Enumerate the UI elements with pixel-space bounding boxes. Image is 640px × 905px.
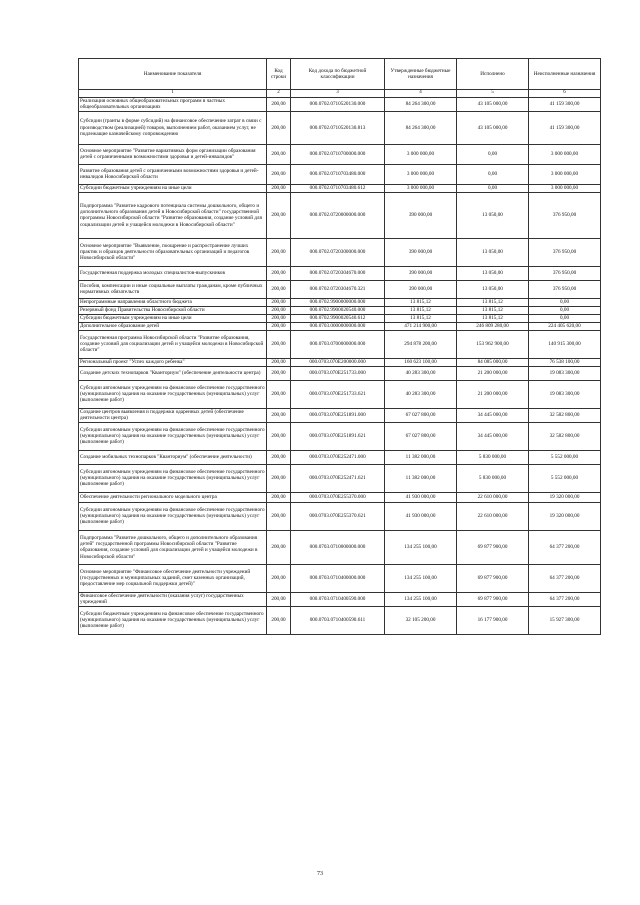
- page-number: 73: [317, 871, 323, 877]
- row-line-code-cell: 200,00: [267, 330, 291, 358]
- row-line-code-cell: 200,00: [267, 606, 291, 634]
- row-executed-cell: 13 050,00: [457, 238, 529, 266]
- row-name-cell: Реализация основных общеобразовательных программ в частных общеобразовательных организациях: [79, 98, 267, 112]
- row-line-code-cell: 200,00: [267, 366, 291, 380]
- row-name-cell: Создание центров выявления и поддержки одаренных детей (обеспечение деятельности центра): [79, 408, 267, 422]
- row-income-code-cell: 000.0702.0720304670.000: [291, 266, 385, 280]
- row-income-code-cell: 000.0703.070E251891.621: [291, 422, 385, 450]
- row-executed-cell: 34 445 000,00: [457, 408, 529, 422]
- row-line-code-cell: 200,00: [267, 322, 291, 330]
- row-unexecuted-cell: 19 083 300,00: [529, 366, 601, 380]
- table-row: [79, 144, 601, 164]
- table-body: [79, 98, 601, 635]
- row-unexecuted-cell: 3 000 000,00: [529, 184, 601, 192]
- row-approved-cell: 11 382 000,00: [385, 464, 457, 492]
- table-row: [79, 238, 601, 266]
- row-unexecuted-cell: 41 159 300,00: [529, 98, 601, 112]
- row-executed-cell: 5 830 000,00: [457, 450, 529, 464]
- row-line-code-cell: 200,00: [267, 164, 291, 184]
- row-income-code-cell: 000.0702.9900000000.000: [291, 298, 385, 306]
- table-row: [79, 380, 601, 408]
- row-unexecuted-cell: 224 405 620,00: [529, 322, 601, 330]
- row-unexecuted-cell: 376 950,00: [529, 280, 601, 298]
- row-income-code-cell: 000.0702.0710703480.612: [291, 184, 385, 192]
- row-name-cell: Непрограммные направления областного бюджета: [79, 298, 267, 306]
- row-income-code-cell: 000.0703.070E255370.621: [291, 502, 385, 530]
- header-executed: Исполнено: [457, 59, 529, 90]
- row-executed-cell: 84 085 000,00: [457, 358, 529, 366]
- row-approved-cell: 390 000,00: [385, 280, 457, 298]
- row-line-code-cell: 200,00: [267, 380, 291, 408]
- row-unexecuted-cell: 0,00: [529, 306, 601, 314]
- table-row: [79, 422, 601, 450]
- row-income-code-cell: 000.0702.9900020540.000: [291, 306, 385, 314]
- row-unexecuted-cell: 5 552 000,00: [529, 450, 601, 464]
- table-row: [79, 184, 601, 192]
- row-executed-cell: 34 445 000,00: [457, 422, 529, 450]
- row-line-code-cell: 200,00: [267, 184, 291, 192]
- row-executed-cell: 21 200 000,00: [457, 366, 529, 380]
- column-number: 5: [457, 90, 529, 98]
- header-line-code: Код строки: [267, 59, 291, 90]
- row-unexecuted-cell: 64 377 200,00: [529, 564, 601, 592]
- row-name-cell: Субсидии автономным учреждениям на финансовое обеспечение государственного (муниципального) задания на оказание государственных (муниципальных) услуг (выполнение работ): [79, 422, 267, 450]
- row-unexecuted-cell: 5 552 000,00: [529, 464, 601, 492]
- column-number: 1: [79, 90, 267, 98]
- row-income-code-cell: 000.0703.0700000000.000: [291, 330, 385, 358]
- row-line-code-cell: 200,00: [267, 408, 291, 422]
- table-row: [79, 358, 601, 366]
- row-name-cell: Обеспечение деятельности регионального модельного центра: [79, 492, 267, 502]
- table-row: [79, 408, 601, 422]
- row-income-code-cell: 000.0703.0710400000.000: [291, 564, 385, 592]
- row-unexecuted-cell: 376 950,00: [529, 266, 601, 280]
- row-approved-cell: 11 382 000,00: [385, 450, 457, 464]
- row-executed-cell: 0,00: [457, 184, 529, 192]
- row-line-code-cell: 200,00: [267, 280, 291, 298]
- row-approved-cell: 67 027 800,00: [385, 408, 457, 422]
- row-line-code-cell: 200,00: [267, 592, 291, 606]
- row-executed-cell: 22 610 000,00: [457, 492, 529, 502]
- row-name-cell: Основное мероприятие "Выявление, поощрение и распространение лучших практик и образцов деятельности образовательных организаций и педагогов Новосибирской области": [79, 238, 267, 266]
- row-income-code-cell: 000.0702.0710703480.000: [291, 164, 385, 184]
- row-name-cell: Государственная программа Новосибирской области "Развитие образования, создание условий для социализации детей и учащейся молодежи в Новосибирской области": [79, 330, 267, 358]
- row-income-code-cell: 000.0703.070E200000.000: [291, 358, 385, 366]
- row-line-code-cell: 200,00: [267, 492, 291, 502]
- row-executed-cell: 246 809 280,00: [457, 322, 529, 330]
- table-row: [79, 266, 601, 280]
- table-row: [79, 322, 601, 330]
- row-income-code-cell: 000.0703.0710400590.611: [291, 606, 385, 634]
- table-row: [79, 530, 601, 564]
- header-approved: Утвержденные бюджетные назначения: [385, 59, 457, 90]
- table-row: [79, 298, 601, 306]
- row-line-code-cell: 200,00: [267, 502, 291, 530]
- table-row: [79, 502, 601, 530]
- row-income-code-cell: 000.0703.070E251733.000: [291, 366, 385, 380]
- row-approved-cell: 13 815,12: [385, 314, 457, 322]
- row-unexecuted-cell: 376 950,00: [529, 238, 601, 266]
- table-header-row: [79, 59, 601, 90]
- row-approved-cell: 134 255 100,00: [385, 564, 457, 592]
- row-line-code-cell: 200,00: [267, 530, 291, 564]
- row-name-cell: Резервный фонд Правительства Новосибирской области: [79, 306, 267, 314]
- row-income-code-cell: 000.0702.0710520130.000: [291, 98, 385, 112]
- row-name-cell: Подпрограмма "Развитие кадрового потенциала системы дошкольного, общего и дополнительного образования детей в Новосибирской области" государственной программы Новосибирской области "Развитие образования, создание условий для социализации детей и учащейся молодежи в Новосибирской области": [79, 192, 267, 238]
- row-line-code-cell: 200,00: [267, 314, 291, 322]
- table-row: [79, 111, 601, 144]
- header-indicator-name: Наименование показателя: [79, 59, 267, 90]
- row-unexecuted-cell: 3 000 000,00: [529, 164, 601, 184]
- row-income-code-cell: 000.0703.070E252471.621: [291, 464, 385, 492]
- row-approved-cell: 40 283 300,00: [385, 380, 457, 408]
- row-unexecuted-cell: 41 159 300,00: [529, 111, 601, 144]
- table-row: [79, 564, 601, 592]
- row-executed-cell: 5 830 000,00: [457, 464, 529, 492]
- row-line-code-cell: 200,00: [267, 266, 291, 280]
- row-executed-cell: 69 877 900,00: [457, 564, 529, 592]
- row-executed-cell: 43 105 000,00: [457, 111, 529, 144]
- budget-report-page: [78, 58, 600, 635]
- row-executed-cell: 43 105 000,00: [457, 98, 529, 112]
- table-row: [79, 306, 601, 314]
- row-executed-cell: 16 177 900,00: [457, 606, 529, 634]
- row-executed-cell: 13 050,00: [457, 280, 529, 298]
- table-row: [79, 492, 601, 502]
- row-unexecuted-cell: 32 582 800,00: [529, 408, 601, 422]
- row-name-cell: Развитие образования детей с ограниченными возможностями здоровья и детей-инвалидов Новосибирской области: [79, 164, 267, 184]
- row-approved-cell: 84 264 300,00: [385, 111, 457, 144]
- row-approved-cell: 41 930 000,00: [385, 492, 457, 502]
- row-approved-cell: 134 255 100,00: [385, 530, 457, 564]
- row-approved-cell: 84 264 300,00: [385, 98, 457, 112]
- column-number: 2: [267, 90, 291, 98]
- header-income-code: Код дохода по бюджетной классификации: [291, 59, 385, 90]
- row-line-code-cell: 200,00: [267, 111, 291, 144]
- row-line-code-cell: 200,00: [267, 238, 291, 266]
- row-name-cell: Субсидии (гранты в форме субсидий) на финансовое обеспечение затрат в связи с производством (реализацией) товаров, выполнением работ, оказанием услуг, не подлежащие казначейскому сопровождению: [79, 111, 267, 144]
- row-approved-cell: 40 283 300,00: [385, 366, 457, 380]
- table-row: [79, 280, 601, 298]
- row-unexecuted-cell: 19 083 300,00: [529, 380, 601, 408]
- row-name-cell: Создание мобильных технопарков "Кванториум" (обеспечение деятельности): [79, 450, 267, 464]
- row-executed-cell: 13 050,00: [457, 192, 529, 238]
- row-unexecuted-cell: 64 377 200,00: [529, 592, 601, 606]
- row-approved-cell: 390 000,00: [385, 266, 457, 280]
- row-name-cell: Создание детских технопарков "Кванториум" (обеспечение деятельности центра): [79, 366, 267, 380]
- table-row: [79, 606, 601, 634]
- row-line-code-cell: 200,00: [267, 144, 291, 164]
- row-name-cell: Субсидии бюджетным учреждениям на иные цели: [79, 314, 267, 322]
- column-number: 6: [529, 90, 601, 98]
- row-approved-cell: 390 000,00: [385, 238, 457, 266]
- row-approved-cell: 13 815,12: [385, 306, 457, 314]
- row-income-code-cell: 000.0702.0720000000.000: [291, 192, 385, 238]
- row-income-code-cell: 000.0703.070E251891.000: [291, 408, 385, 422]
- row-executed-cell: 13 815,12: [457, 306, 529, 314]
- row-income-code-cell: 000.0702.0710700000.000: [291, 144, 385, 164]
- column-number: 3: [291, 90, 385, 98]
- row-line-code-cell: 200,00: [267, 450, 291, 464]
- row-unexecuted-cell: 32 582 800,00: [529, 422, 601, 450]
- row-approved-cell: 471 214 900,00: [385, 322, 457, 330]
- row-line-code-cell: 200,00: [267, 98, 291, 112]
- row-income-code-cell: 000.0703.0710400590.000: [291, 592, 385, 606]
- row-income-code-cell: 000.0703.070E251733.621: [291, 380, 385, 408]
- row-income-code-cell: 000.0703.0000000000.000: [291, 322, 385, 330]
- row-name-cell: Региональный проект "Успех каждого ребенка": [79, 358, 267, 366]
- row-line-code-cell: 200,00: [267, 422, 291, 450]
- row-approved-cell: 41 930 000,00: [385, 502, 457, 530]
- row-approved-cell: 3 000 000,00: [385, 184, 457, 192]
- row-name-cell: Государственная поддержка молодых специалистов-выпускников: [79, 266, 267, 280]
- row-executed-cell: 0,00: [457, 164, 529, 184]
- row-approved-cell: 3 000 000,00: [385, 144, 457, 164]
- budget-execution-table: [78, 58, 601, 635]
- table-row: [79, 366, 601, 380]
- table-row: [79, 164, 601, 184]
- row-unexecuted-cell: 140 915 300,00: [529, 330, 601, 358]
- row-name-cell: Основное мероприятие "Развитие вариативных форм организации образования детей с ограниченными возможностями здоровья и детей-инвалидов": [79, 144, 267, 164]
- row-approved-cell: 390 000,00: [385, 192, 457, 238]
- row-income-code-cell: 000.0703.070E252471.000: [291, 450, 385, 464]
- row-name-cell: Подпрограмма "Развитие дошкольного, общего и дополнительного образования детей" государственной программы Новосибирской области "Развитие образования, создание условий для социализации детей и учащейся молодежи в Новосибирской области": [79, 530, 267, 564]
- row-approved-cell: 3 000 000,00: [385, 164, 457, 184]
- row-executed-cell: 21 200 000,00: [457, 380, 529, 408]
- row-executed-cell: 69 877 900,00: [457, 592, 529, 606]
- table-row: [79, 98, 601, 112]
- row-executed-cell: 153 962 900,00: [457, 330, 529, 358]
- row-name-cell: Дополнительное образование детей: [79, 322, 267, 330]
- table-row: [79, 192, 601, 238]
- row-income-code-cell: 000.0702.0720300000.000: [291, 238, 385, 266]
- row-unexecuted-cell: 15 927 300,00: [529, 606, 601, 634]
- row-approved-cell: 160 623 100,00: [385, 358, 457, 366]
- row-unexecuted-cell: 376 950,00: [529, 192, 601, 238]
- row-unexecuted-cell: 19 320 000,00: [529, 502, 601, 530]
- row-unexecuted-cell: 0,00: [529, 298, 601, 306]
- row-unexecuted-cell: 3 000 000,00: [529, 144, 601, 164]
- row-approved-cell: 67 027 800,00: [385, 422, 457, 450]
- column-number-row: [79, 90, 601, 98]
- table-row: [79, 592, 601, 606]
- row-approved-cell: 32 105 200,00: [385, 606, 457, 634]
- row-name-cell: Субсидии автономным учреждениям на финансовое обеспечение государственного (муниципального) задания на оказание государственных (муниципальных) услуг (выполнение работ): [79, 380, 267, 408]
- row-name-cell: Субсидии бюджетным учреждениям на иные цели: [79, 184, 267, 192]
- row-name-cell: Пособия, компенсации и иные социальные выплаты гражданам, кроме публичных нормативных обязательств: [79, 280, 267, 298]
- table-row: [79, 450, 601, 464]
- row-unexecuted-cell: 19 320 000,00: [529, 492, 601, 502]
- row-approved-cell: 294 878 200,00: [385, 330, 457, 358]
- row-unexecuted-cell: 76 538 100,00: [529, 358, 601, 366]
- row-approved-cell: 13 815,12: [385, 298, 457, 306]
- row-name-cell: Финансовое обеспечение деятельности (оказания услуг) государственных учреждений: [79, 592, 267, 606]
- row-income-code-cell: 000.0703.0710000000.000: [291, 530, 385, 564]
- row-name-cell: Основное мероприятие "Финансовое обеспечение деятельности учреждений (государственных и муниципальных заданий, смет казенных организаций, предоставление мер социальной поддержки детей)": [79, 564, 267, 592]
- row-line-code-cell: 200,00: [267, 564, 291, 592]
- row-executed-cell: 0,00: [457, 144, 529, 164]
- row-line-code-cell: 200,00: [267, 306, 291, 314]
- header-unexecuted: Неисполненные назначения: [529, 59, 601, 90]
- row-name-cell: Субсидии бюджетным учреждениям на финансовое обеспечение государственного (муниципального) задания на оказание государственных (муниципальных) услуг (выполнение работ): [79, 606, 267, 634]
- row-executed-cell: 13 050,00: [457, 266, 529, 280]
- row-unexecuted-cell: 0,00: [529, 314, 601, 322]
- row-line-code-cell: 200,00: [267, 358, 291, 366]
- table-row: [79, 314, 601, 322]
- table-row: [79, 330, 601, 358]
- row-line-code-cell: 200,00: [267, 192, 291, 238]
- row-income-code-cell: 000.0702.9900020540.612: [291, 314, 385, 322]
- row-executed-cell: 13 815,12: [457, 314, 529, 322]
- row-executed-cell: 69 877 900,00: [457, 530, 529, 564]
- row-executed-cell: 13 815,12: [457, 298, 529, 306]
- row-income-code-cell: 000.0703.070E255370.000: [291, 492, 385, 502]
- row-name-cell: Субсидии автономным учреждениям на финансовое обеспечение государственного (муниципального) задания на оказание государственных (муниципальных) услуг (выполнение работ): [79, 464, 267, 492]
- row-income-code-cell: 000.0702.0720304670.321: [291, 280, 385, 298]
- row-line-code-cell: 200,00: [267, 464, 291, 492]
- row-unexecuted-cell: 64 377 200,00: [529, 530, 601, 564]
- row-income-code-cell: 000.0702.0710520130.813: [291, 111, 385, 144]
- row-approved-cell: 134 255 100,00: [385, 592, 457, 606]
- row-executed-cell: 22 610 000,00: [457, 502, 529, 530]
- column-number: 4: [385, 90, 457, 98]
- row-line-code-cell: 200,00: [267, 298, 291, 306]
- table-row: [79, 464, 601, 492]
- row-name-cell: Субсидии автономным учреждениям на финансовое обеспечение государственного (муниципального) задания на оказание государственных (муниципальных) услуг (выполнение работ): [79, 502, 267, 530]
